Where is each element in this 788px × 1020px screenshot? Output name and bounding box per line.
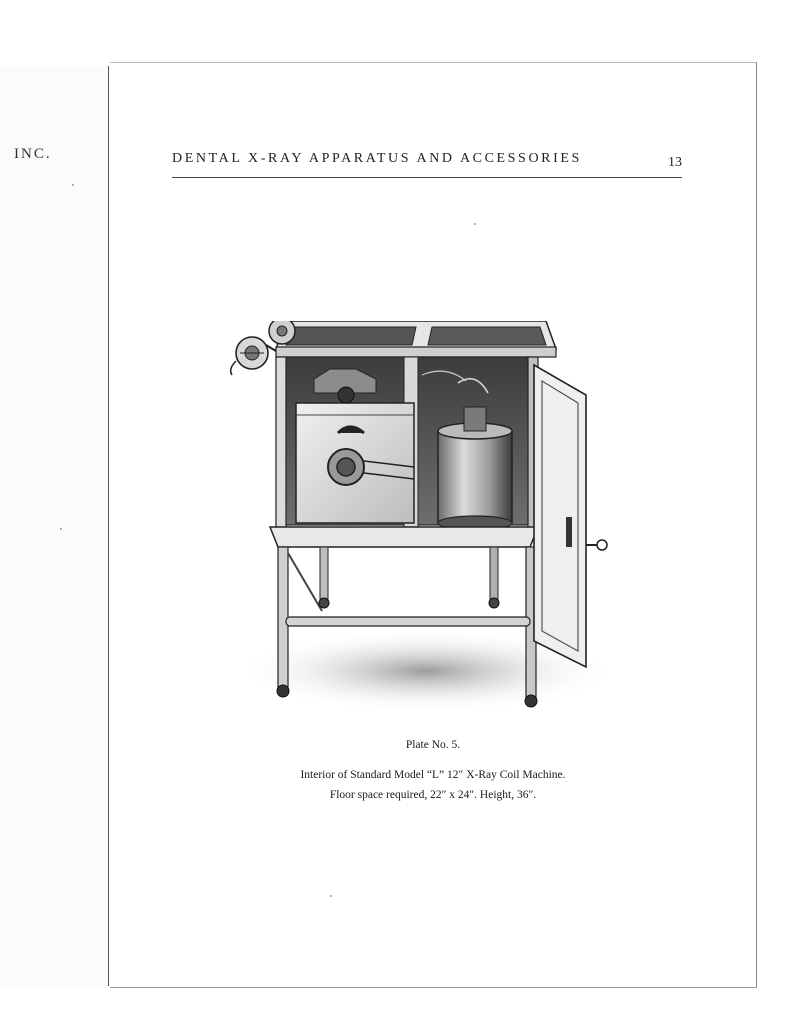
left-page-edge: [0, 66, 109, 986]
paper-speck: [72, 184, 74, 186]
left-page-fragment: INC.: [14, 146, 52, 162]
plate-number-caption: Plate No. 5.: [405, 739, 461, 751]
caption-dimensions: Floor space required, 22″ x 24″. Height, 36″.: [329, 789, 537, 801]
paper-speck: [474, 223, 476, 225]
document-page: [110, 62, 757, 988]
paper-speck: [330, 895, 332, 897]
header-title: DENTAL X-RAY APPARATUS AND ACCESSORIES: [172, 151, 582, 166]
x-ray-coil-cabinet-illustration: [226, 321, 610, 715]
paper-speck: [60, 528, 62, 530]
running-header: [172, 149, 682, 178]
page-number: 13: [668, 155, 682, 170]
caption-description: Interior of Standard Model “L” 12″ X-Ray Coil Machine.: [300, 769, 566, 781]
